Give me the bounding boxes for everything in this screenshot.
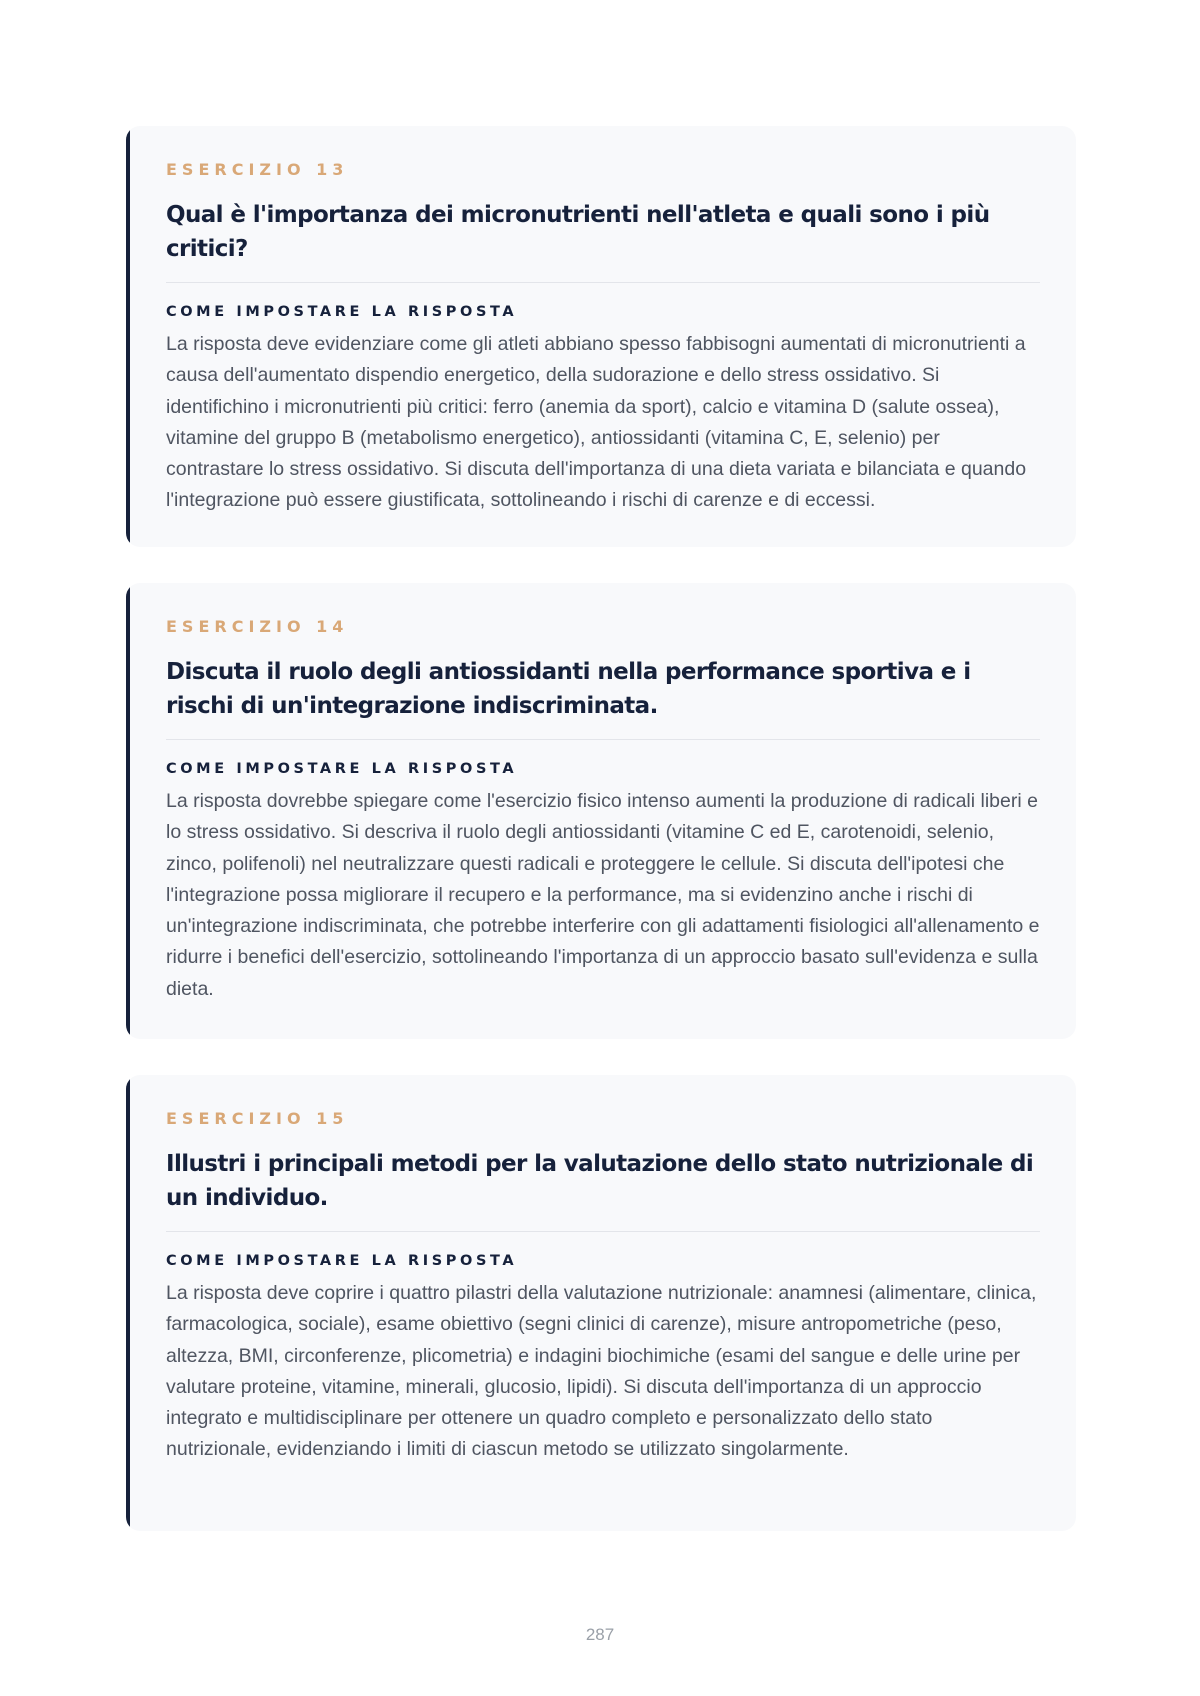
exercise-card-14 [126,583,1076,1039]
exercise-card-15 [126,1075,1076,1531]
answer-heading: COME IMPOSTARE LA RISPOSTA [166,761,518,777]
exercise-label: ESERCIZIO 14 [166,617,349,636]
divider [166,282,1040,283]
page-number: 287 [585,1625,615,1644]
exercise-card-13 [126,126,1076,547]
exercise-label: ESERCIZIO 15 [166,1109,349,1128]
answer-text: La risposta deve coprire i quattro pilastri della valutazione nutrizionale: anamnesi (alimentare, clinica, farmacologica, sociale), esame obiettivo (segni clinici di carenze), misure antropometriche (peso, altezza, BMI, circonferenze, plicometria) e indagini biochimiche (esami del sangue e delle urine per valutare proteine, vitamine, minerali, glucosio, lipidi). Si discuta dell'importanza di un approccio integrato e multidisciplinare per ottenere un quadro completo e personalizzato dello stato nutrizionale, evidenziando i limiti di ciascun metodo se utilizzato singolarmente. [166,1282,1037,1461]
answer-heading: COME IMPOSTARE LA RISPOSTA [166,1253,518,1269]
divider [166,1231,1040,1232]
exercise-label: ESERCIZIO 13 [166,160,349,179]
exercise-question: Discuta il ruolo degli antiossidanti nella performance sportiva e i rischi di un'integrazione indiscriminata. [166,659,971,719]
exercise-question: Illustri i principali metodi per la valutazione dello stato nutrizionale di un individuo. [166,1151,1034,1211]
exercise-question: Qual è l'importanza dei micronutrienti nell'atleta e quali sono i più critici? [166,202,990,262]
divider [166,739,1040,740]
answer-text: La risposta deve evidenziare come gli atleti abbiano spesso fabbisogni aumentati di micronutrienti a causa dell'aumentato dispendio energetico, della sudorazione e dello stress ossidativo. Si identifichino i micronutrienti più critici: ferro (anemia da sport), calcio e vitamina D (salute ossea), vitamine del gruppo B (metabolismo energetico), antiossidanti (vitamina C, E, selenio) per contrastare lo stress ossidativo. Si discuta dell'importanza di una dieta variata e bilanciata e quando l'integrazione può essere giustificata, sottolineando i rischi di carenze e di eccessi. [166,333,1027,512]
answer-text: La risposta dovrebbe spiegare come l'esercizio fisico intenso aumenti la produzione di radicali liberi e lo stress ossidativo. Si descriva il ruolo degli antiossidanti (vitamine C ed E, carotenoidi, selenio, zinco, polifenoli) nel neutralizzare questi radicali e proteggere le cellule. Si discuta dell'ipotesi che l'integrazione possa migliorare il recupero e la performance, ma si evidenzino anche i rischi di un'integrazione indiscriminata, che potrebbe interferire con gli adattamenti fisiologici all'allenamento e ridurre i benefici dell'esercizio, sottolineando l'importanza di un approccio basato sull'evidenza e sulla dieta. [166,790,1040,1000]
answer-heading: COME IMPOSTARE LA RISPOSTA [166,304,518,320]
